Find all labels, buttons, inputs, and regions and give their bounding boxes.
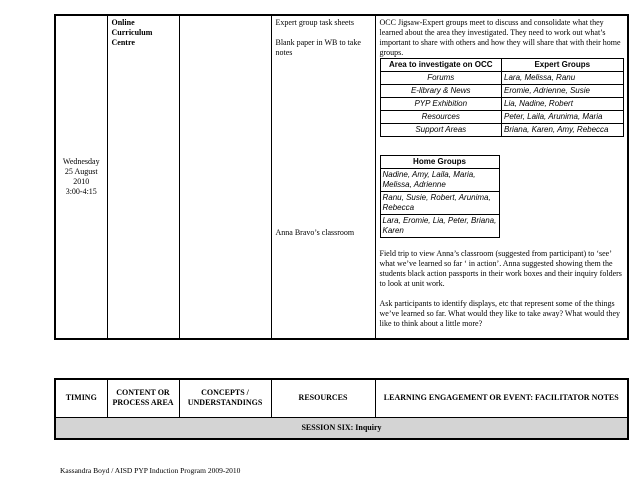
expert-area: Forums [380,72,502,85]
content-area-line: Centre [111,38,135,47]
resources-cell [271,15,375,339]
expert-members: Briana, Karen, Amy, Rebecca [502,124,623,137]
timing-date: 25 August [64,167,98,176]
content-area-line: Online [111,18,135,27]
expert-header-groups: Expert Groups [502,59,623,72]
resource-task-sheets: Expert group task sheets [275,18,354,27]
home-groups-header: Home Groups [380,156,499,169]
timing-year: 2010 [73,177,90,186]
header-concepts: CONCEPTS / UNDERSTANDINGS [179,379,271,417]
expert-members: Peter, Laila, Arunima, Maria [502,111,623,124]
header-table [54,378,629,440]
resource-notes: notes [275,48,293,57]
expert-groups-table [380,58,624,137]
timing-cell [55,15,107,339]
expert-area: Resources [380,111,502,124]
expert-area: PYP Exhibition [380,98,502,111]
field-trip-note: Field trip to view Anna’s classroom (suggested from participant) to ‘see’ what we’ve learned so far ‘ in action’. Anna suggested showing them the students black action passports in their work boxes and their inquiry folders to look at unit work. [379,249,622,288]
expert-area: E-library & News [380,85,502,98]
engagement-cell [375,15,628,339]
resource-blank-paper: Blank paper in WB to take [275,38,361,47]
header-timing: TIMING [55,379,107,417]
home-groups-table [380,155,500,238]
home-group-row: Ranu, Susie, Robert, Arunima, Rebecca [380,192,499,215]
concepts-cell [179,15,271,339]
home-group-row: Lara, Eromie, Lia, Peter, Briana, Karen [380,215,499,238]
ask-participants-note: Ask participants to identify displays, etc that represent some of the things we’ve learned so far. What would they like to take away? What would they like to think about a little more? [379,299,621,328]
header-resources: RESOURCES [271,379,375,417]
expert-members: Lara, Melissa, Ranu [502,72,623,85]
engagement-intro: OCC Jigsaw-Expert groups meet to discuss and consolidate what they learned about the area they investigated. They need to work out what’s important to share with others and how they will share that with their home groups. [379,18,621,57]
home-group-row: Nadine, Amy, Laila, Maria, Melissa, Adrienne [380,169,499,192]
header-content: CONTENT OR PROCESS AREA [107,379,179,417]
timing-time: 3:00-4:15 [65,187,97,196]
expert-members: Eromie, Adrienne, Susie [502,85,623,98]
footer-text: Kassandra Boyd / AISD PYP Induction Program 2009-2010 [60,466,241,475]
header-engagement: LEARNING ENGAGEMENT OR EVENT: FACILITATOR NOTES [375,379,628,417]
resource-classroom: Anna Bravo’s classroom [275,228,355,237]
session-title: SESSION SIX: Inquiry [55,417,628,439]
expert-header-area: Area to investigate on OCC [380,59,502,72]
expert-area: Support Areas [380,124,502,137]
content-area-line: Curriculum [111,28,153,37]
timing-day: Wednesday [62,157,100,166]
expert-members: Lia, Nadine, Robert [502,98,623,111]
content-area-cell [107,15,179,339]
session-table [54,14,629,340]
